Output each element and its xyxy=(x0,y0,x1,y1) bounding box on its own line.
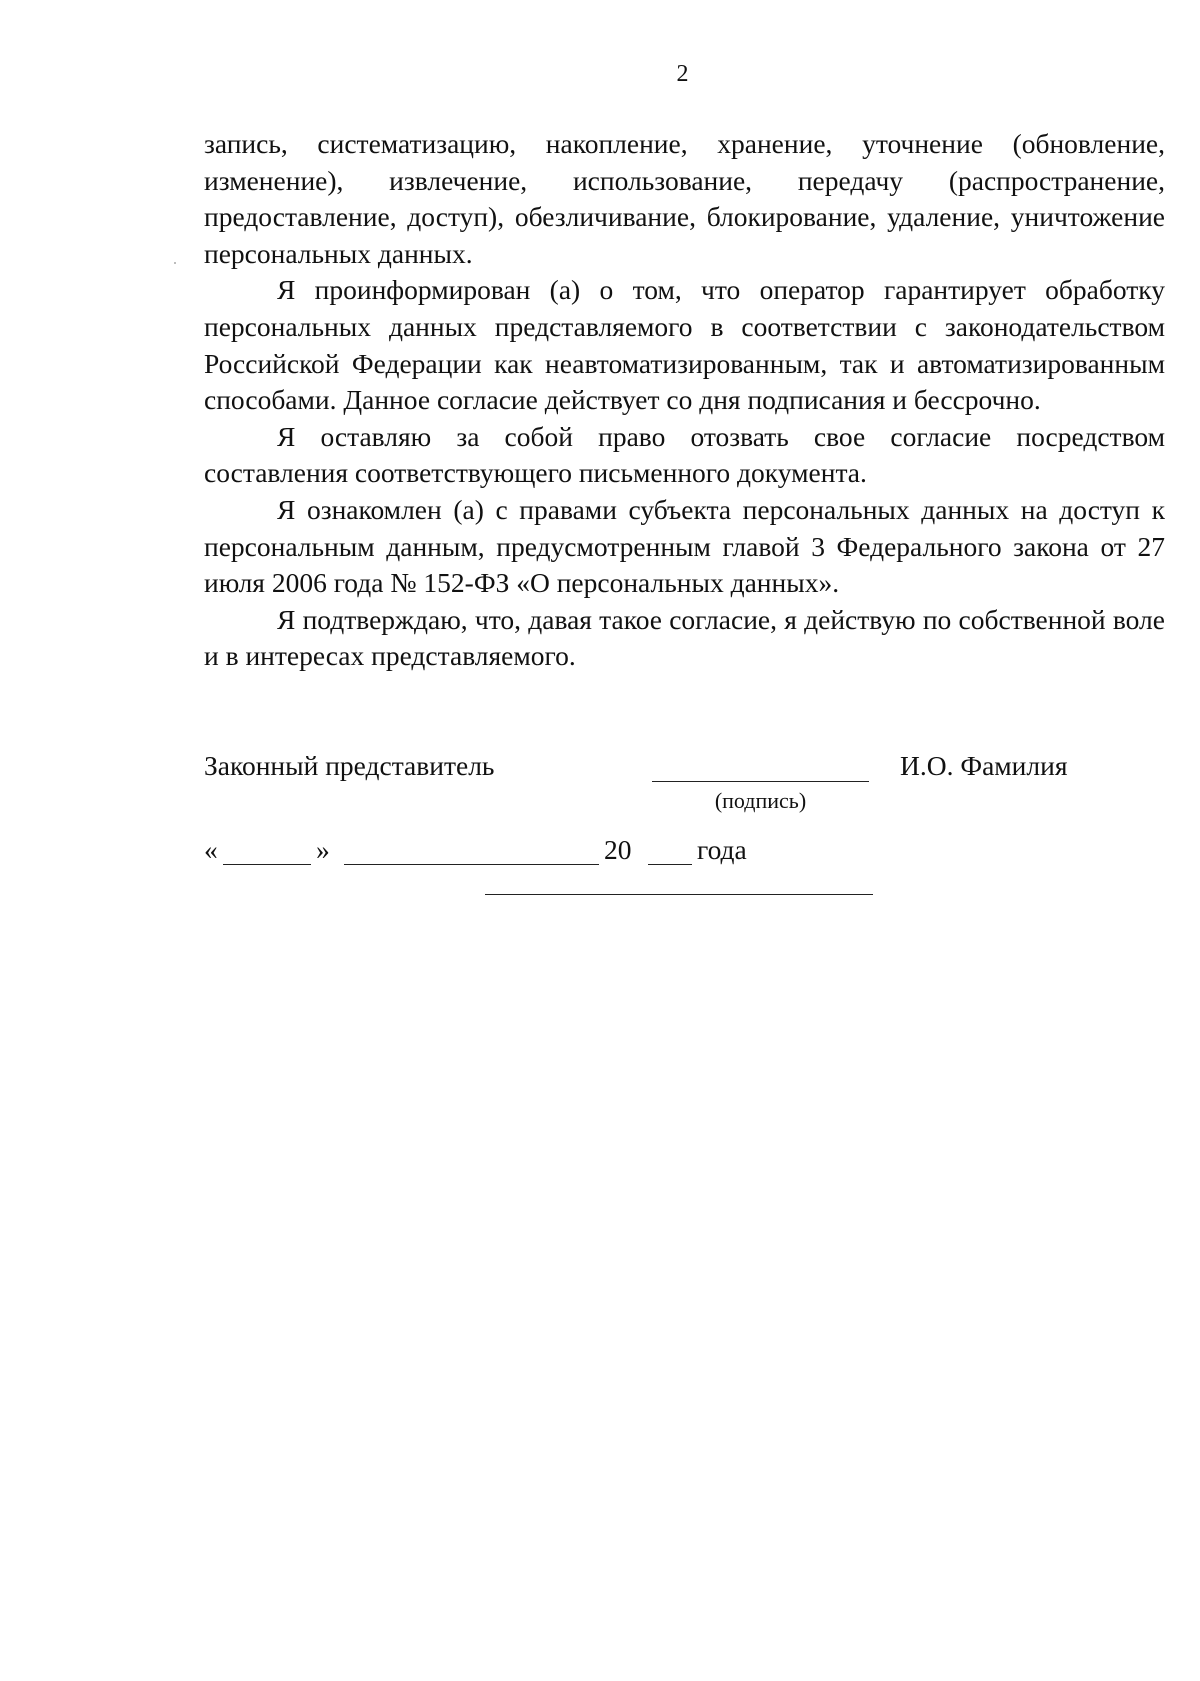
signatory-role: Законный представитель xyxy=(204,750,495,781)
bottom-blank-line xyxy=(485,894,873,895)
signature-caption: (подпись) xyxy=(714,788,807,813)
year-suffix: года xyxy=(697,834,747,865)
page-number: 2 xyxy=(676,61,689,87)
signatory-name: И.О. Фамилия xyxy=(900,750,1068,781)
day-blank xyxy=(223,864,311,865)
date-close-quote: » xyxy=(316,834,330,865)
date-line xyxy=(204,832,904,872)
paragraph-rights: Я ознакомлен (а) с правами субъекта персональных данных на доступ к персональным данным, предусмотренным главой 3 Федерального закона от 27 июля 2006 года № 152-ФЗ «О персональных данных». xyxy=(204,493,1165,599)
signature-line xyxy=(652,781,869,782)
scan-speck xyxy=(174,262,176,264)
month-blank xyxy=(344,864,599,865)
year-prefix: 20 xyxy=(604,834,632,865)
signature-block xyxy=(204,748,1165,813)
paragraph-informed: Я проинформирован (а) о том, что оператор гарантирует обработку персональных данных представляемого в соответствии с законодательством Российской Федерации как неавтоматизированным, так и автоматизированным способами. Данное согласие действует со дня подписания и бессрочно. xyxy=(204,274,1165,416)
paragraph-confirm: Я подтверждаю, что, давая такое согласие, я действую по собственной воле и в интересах представляемого. xyxy=(204,603,1165,672)
date-open-quote: « xyxy=(204,834,218,865)
paragraph-revoke: Я оставляю за собой право отозвать свое согласие посредством составления соответствующего письменного документа. xyxy=(204,420,1165,489)
year-blank xyxy=(648,864,692,865)
paragraph-continuation: запись, систематизацию, накопление, хранение, уточнение (обновление, изменение), извлечение, использование, передачу (распространение, предоставление, доступ), обезличивание, блокирование, удаление, уничтожение персональных данных. xyxy=(204,128,1165,269)
document-body xyxy=(204,126,1165,675)
